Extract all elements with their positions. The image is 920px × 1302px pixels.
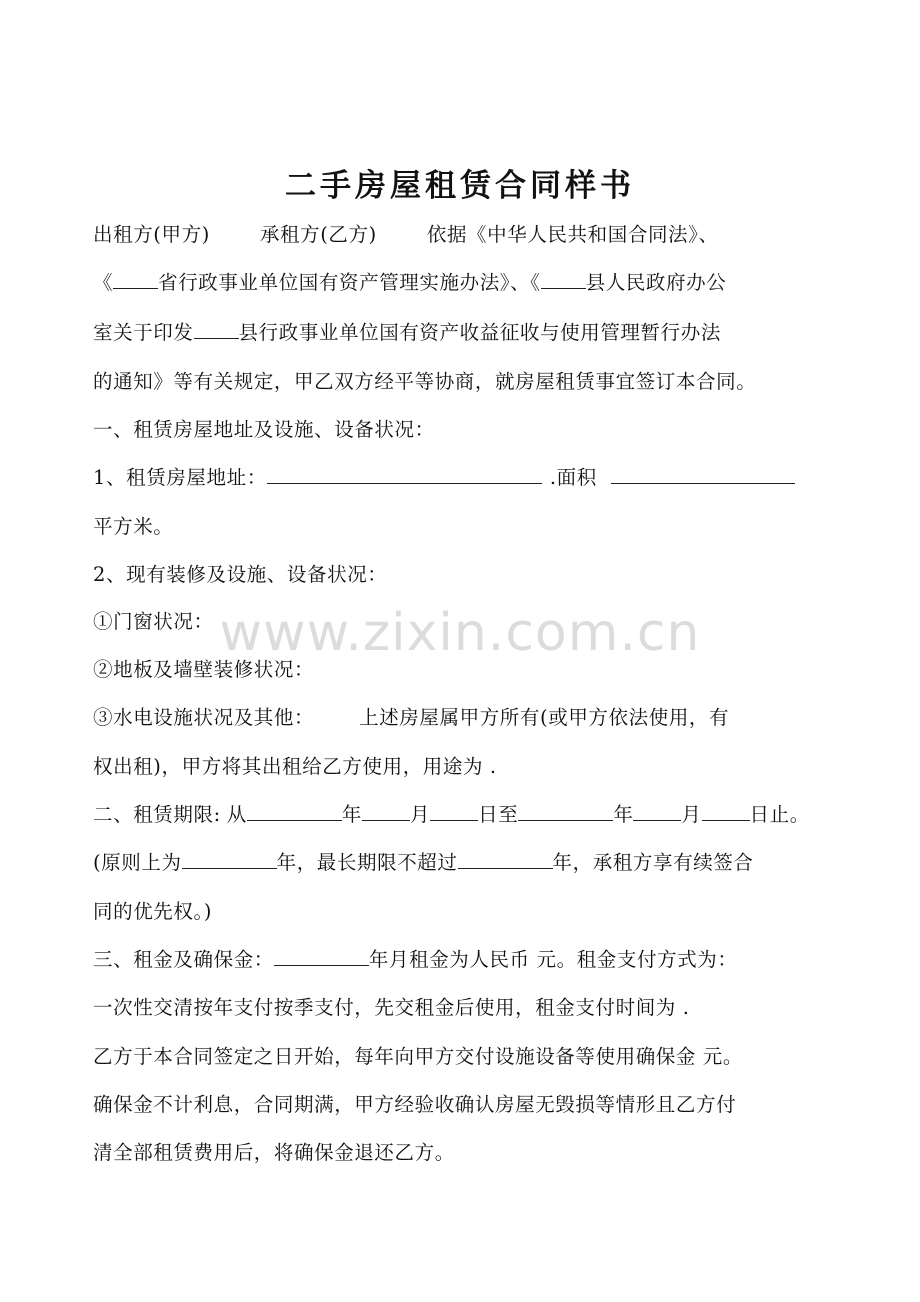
address-line (93, 463, 795, 493)
rent-text: 年月租金为人民币 元。租金支付方式为： (368, 948, 738, 971)
intro-line-2 (93, 268, 726, 298)
intro-text: 县人民政府办公 (585, 271, 727, 294)
refund-line-1: 确保金不计利息，合同期满，甲方经验收确认房屋无毁损等情形且乙方付 (93, 1093, 737, 1116)
start-year-blank (247, 800, 342, 821)
doors-status: ①门窗状况： (93, 610, 214, 633)
county-blank (541, 268, 586, 289)
intro-text: 室关于印发 (93, 321, 194, 344)
ownership-text: 上述房屋属甲方所有(或甲方依法使用，有 (359, 706, 730, 729)
priority-line: 同的优先权。) (93, 900, 213, 923)
principle-text: 年，最长期限不超过 (276, 851, 458, 874)
principle-text: 年，承租方享有续签合 (552, 851, 754, 874)
term-years-blank (182, 848, 277, 869)
start-month-blank (362, 800, 410, 821)
legal-basis-text: 依据《中华人民共和国合同法》、 (426, 223, 719, 246)
term-text: 月 (410, 803, 431, 826)
intro-text: 《 (93, 271, 114, 294)
term-text: 月 (681, 803, 702, 826)
section-2-heading: 二、租赁期限: (93, 803, 221, 826)
start-day-blank (430, 800, 478, 821)
intro-text: 省行政事业单位国有资产管理实施办法》、《 (158, 271, 541, 294)
intro-line-3 (93, 318, 721, 348)
intro-line-1 (93, 220, 719, 250)
max-years-blank (458, 848, 553, 869)
section-3-heading: 三、租金及确保金： (93, 948, 274, 971)
lessee-label: 承租方(乙方) (259, 223, 377, 246)
rent-line (93, 945, 738, 975)
term-line (93, 800, 810, 830)
province-blank (113, 268, 158, 289)
end-year-blank (518, 800, 613, 821)
term-text: 日止。 (749, 803, 810, 826)
deposit-line: 乙方于本合同签定之日开始，每年向甲方交付设施设备等使用确保金 元。 (93, 1045, 743, 1068)
term-text: 年 (341, 803, 362, 826)
term-text: 日至 (478, 803, 519, 826)
area-label: .面积 (549, 466, 597, 489)
intro-line-4 (93, 367, 756, 397)
end-month-blank (633, 800, 681, 821)
area-unit: 平方米。 (93, 515, 174, 538)
end-day-blank (702, 800, 750, 821)
county-blank-2 (194, 318, 239, 339)
watermark: www.zixin.com.cn (219, 603, 701, 663)
fixtures-heading: 2、现有装修及设施、设备状况： (93, 563, 388, 586)
utilities-status: ③水电设施状况及其他： (93, 706, 315, 729)
term-from: 从 (226, 803, 247, 826)
principle-line (93, 848, 754, 878)
address-label: 1、租赁房屋地址： (93, 466, 267, 489)
floor-status: ②地板及墙壁装修状况： (93, 658, 315, 681)
intro-text: 的通知》等有关规定，甲乙双方经平等协商，就房屋租赁事宜签订本合同。 (93, 370, 757, 393)
refund-line-2: 清全部租赁费用后，将确保金退还乙方。 (93, 1141, 455, 1164)
rent-year-blank (274, 945, 369, 966)
intro-text: 县行政事业单位国有资产收益征收与使用管理暂行办法 (238, 321, 721, 344)
document-title: 二手房屋租赁合同样书 (285, 168, 635, 204)
term-text: 年 (613, 803, 634, 826)
principle-text: (原则上为 (93, 851, 182, 874)
area-blank (611, 463, 795, 484)
section-1-heading: 一、租赁房屋地址及设施、设备状况： (93, 418, 435, 441)
utilities-line (93, 703, 729, 733)
lessor-label: 出租方(甲方) (93, 223, 210, 246)
ownership-line-2: 权出租)，甲方将其出租给乙方使用，用途为 . (93, 755, 497, 778)
payment-line: 一次性交清按年支付按季支付，先交租金后使用，租金支付时间为 . (93, 996, 690, 1019)
address-blank (267, 463, 542, 484)
